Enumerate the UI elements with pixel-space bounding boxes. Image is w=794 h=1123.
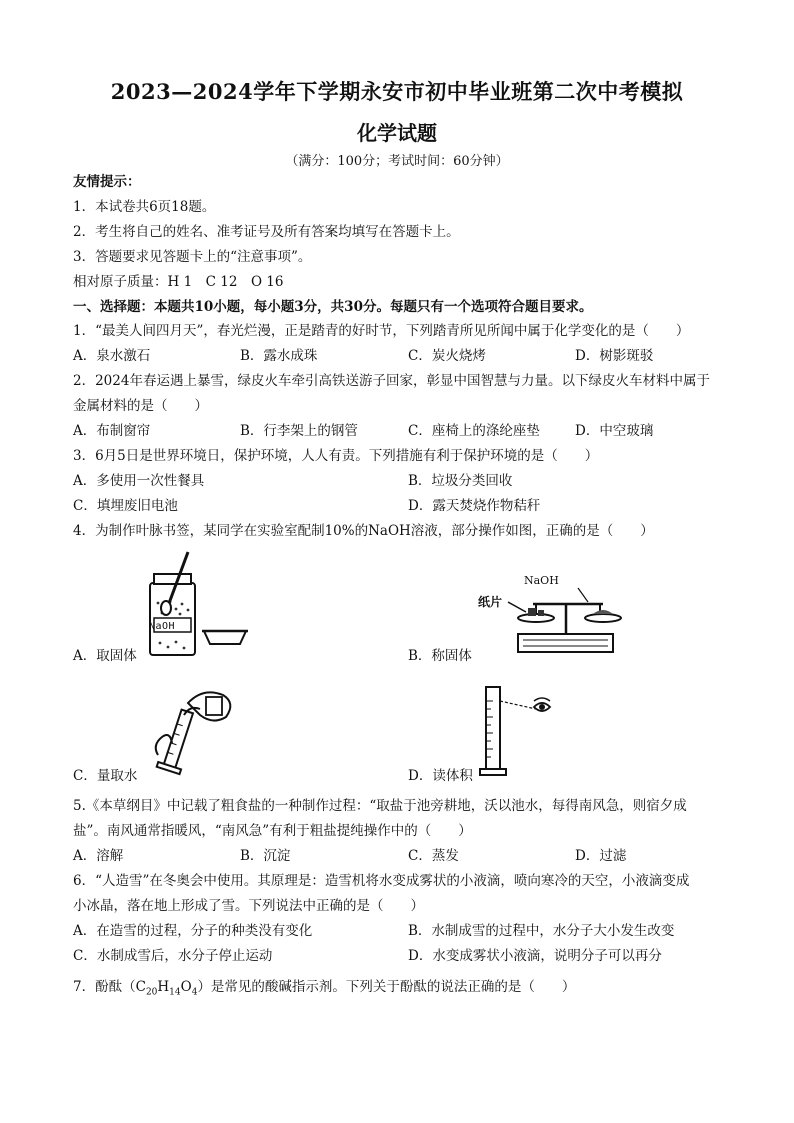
tip-item: 2．考生将自己的姓名、准考证号及所有答案均填写在答题卡上。 (73, 224, 460, 240)
q6-option-a[interactable]: A．在造雪的过程，分子的种类没有变化 (73, 923, 313, 939)
q1-option-d[interactable]: D．树影斑驳 (575, 348, 654, 364)
q3-option-d[interactable]: D．露天焚烧作物秸秆 (408, 498, 541, 514)
question-5-stem: 5.《本草纲目》中记载了粗食盐的一种制作过程：“取盐于池旁耕地，沃以池水，每得南风急，则宿夕成 (73, 798, 687, 814)
formula-element: H (157, 979, 170, 995)
q2-option-a[interactable]: A．布制窗帘 (73, 423, 151, 439)
q7-text-end: ）是常见的酸碱指示剂。下列关于酚酞的说法正确的是（ ） (197, 979, 576, 995)
q1-option-c[interactable]: C．炭火烧烤 (408, 348, 486, 364)
exam-info: （满分：100分；考试时间：60分钟） (285, 154, 509, 169)
q5-option-b[interactable]: B．沉淀 (240, 848, 291, 864)
q4-option-b[interactable]: B．称固体 (408, 648, 472, 664)
q1-option-a[interactable]: A．泉水激石 (73, 348, 151, 364)
question-5-stem-cont: 盐”。南风通常指暖风，“南风急”有利于粗盐提纯操作中的（ ） (73, 823, 472, 839)
q1-option-b[interactable]: B．露水成珠 (240, 348, 318, 364)
question-2-stem-cont: 金属材料的是（ ） (73, 398, 208, 414)
formula-subscript: 4 (191, 987, 198, 998)
question-2-stem: 2．2024年春运遇上暴雪，绿皮火车牵引高铁送游子回家，彰显中国智慧与力量。以下绿皮火车材料中属于 (73, 373, 710, 389)
q4-option-d[interactable]: D．读体积 (408, 768, 473, 784)
tip-item: 1．本试卷共6页18题。 (73, 199, 216, 215)
q2-option-b[interactable]: B．行李架上的钢管 (240, 423, 358, 439)
q6-option-c[interactable]: C．水制成雪后，水分子停止运动 (73, 948, 273, 964)
q5-option-a[interactable]: A．溶解 (73, 848, 124, 864)
figure-take-solid (140, 548, 260, 663)
formula-element: O (180, 979, 192, 995)
formula-subscript: 14 (169, 987, 181, 998)
section-heading: 一、选择题：本题共10小题，每小题3分，共30分。每题只有一个选项符合题目要求。 (73, 299, 593, 315)
atomic-mass-line: 相对原子质量：H 1 C 12 O 16 (73, 274, 284, 290)
figure-read-volume (478, 683, 558, 778)
paper-label: 纸片 (478, 595, 503, 609)
reagent-label: NaOH (149, 621, 176, 632)
q7-text-start: 7．酚酞（ (73, 979, 136, 995)
question-4-stem: 4．为制作叶脉书签，某同学在实验室配制10%的NaOH溶液，部分操作如图，正确的是（ ） (73, 523, 654, 539)
exam-subtitle: 化学试题 (357, 121, 437, 145)
formula-subscript: 20 (145, 987, 158, 998)
question-6-stem: 6．“人造雪”在冬奥会中使用。其原理是：造雪机将水变成雾状的小液滴，喷向寒冷的天空，小液滴变成 (73, 873, 690, 889)
formula-element: C (135, 979, 146, 995)
q3-option-a[interactable]: A．多使用一次性餐具 (73, 473, 205, 489)
figure-measure-water (148, 685, 243, 777)
tips-heading: 友情提示： (73, 174, 141, 190)
q2-option-c[interactable]: C．座椅上的涤纶座垫 (408, 423, 540, 439)
exam-title: 2023—2024学年下学期永安市初中毕业班第二次中考模拟 (110, 79, 684, 104)
q3-option-b[interactable]: B．垃圾分类回收 (408, 473, 513, 489)
q5-option-c[interactable]: C．蒸发 (408, 848, 459, 864)
weigh-reagent-label: NaOH (524, 574, 559, 587)
tip-item: 3．答题要求见答题卡上的“注意事项”。 (73, 249, 312, 265)
q4-option-a[interactable]: A．取固体 (73, 648, 137, 664)
question-7-stem (73, 978, 575, 1002)
q4-option-c[interactable]: C．量取水 (73, 768, 138, 784)
question-6-stem-cont: 小冰晶，落在地上形成了雪。下列说法中正确的是（ ） (73, 898, 424, 914)
question-1-stem: 1．“最美人间四月天”，春光烂漫，正是踏青的好时节，下列踏青所见所闻中属于化学变化的是（ ） (73, 323, 690, 339)
q3-option-c[interactable]: C．填埋废旧电池 (73, 498, 178, 514)
q5-option-d[interactable]: D．过滤 (575, 848, 627, 864)
question-3-stem: 3．6月5日是世界环境日，保护环境，人人有责。下列措施有利于保护环境的是（ ） (73, 448, 599, 464)
q6-option-d[interactable]: D．水变成雾状小液滴，说明分子可以再分 (408, 948, 662, 964)
q6-option-b[interactable]: B．水制成雪的过程中，水分子大小发生改变 (408, 923, 675, 939)
q2-option-d[interactable]: D．中空玻璃 (575, 423, 654, 439)
